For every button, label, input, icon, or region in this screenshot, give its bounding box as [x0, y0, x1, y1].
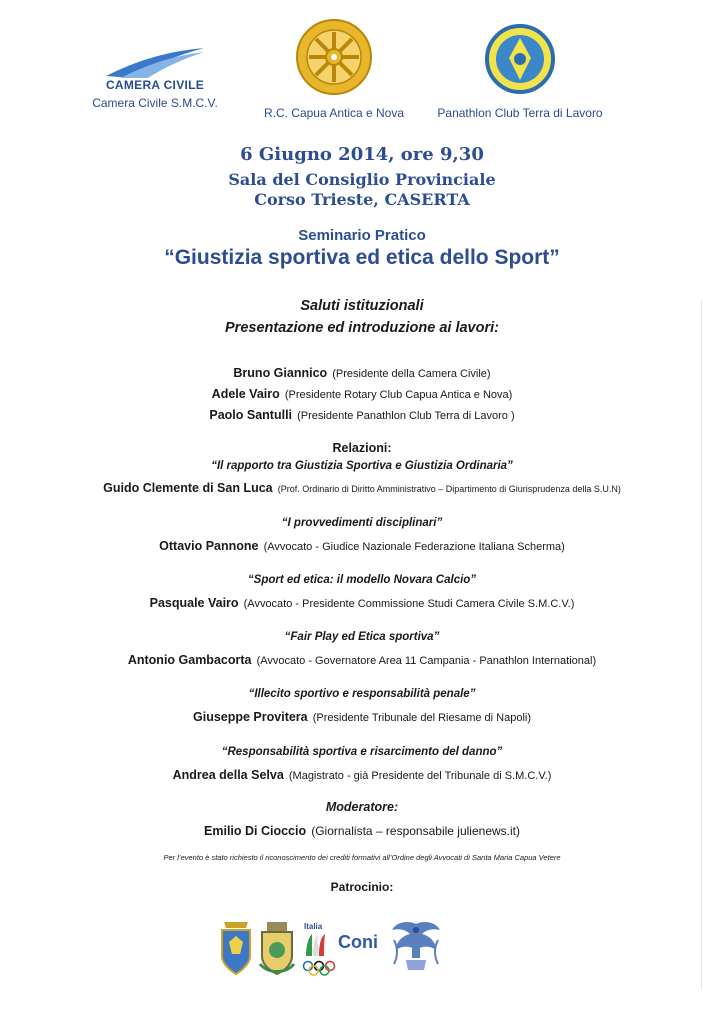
- event-date: 6 Giugno 2014, ore 9,30: [240, 144, 484, 165]
- swoosh-icon: [100, 44, 210, 80]
- talk-topic: “Responsabilità sportiva e risarcimento del danno”: [221, 746, 503, 758]
- credits-note: Per l’evento è stato richiesto il riconoscimento dei crediti formativi all’Ordine degli Avvocati di Santa Maria Capua Vetere: [163, 853, 561, 862]
- speaker-role: (Avvocato - Governatore Area 11 Campania - Panathlon International): [256, 655, 597, 667]
- rotary-caption: R.C. Capua Antica e Nova: [263, 106, 405, 120]
- speaker-role: (Presidente Rotary Club Capua Antica e Nova): [284, 389, 513, 401]
- talk-speaker-line: [0, 535, 724, 554]
- talk-speaker-line: [0, 764, 724, 783]
- moderator-name: Emilio Di Cioccio: [204, 824, 307, 838]
- camera-civile-wordmark: CAMERA CIVILE: [105, 78, 205, 92]
- talk-topic: “Il rapporto tra Giustizia Sportiva e Giustizia Ordinaria”: [211, 460, 513, 472]
- event-address: Corso Trieste, CASERTA: [254, 190, 470, 209]
- speaker-name: Guido Clemente di San Luca: [103, 481, 273, 495]
- rotary-logo: [250, 18, 418, 120]
- talk-topic: “I provvedimenti disciplinari”: [281, 517, 443, 529]
- saluti-heading: Saluti istituzionali: [300, 298, 424, 314]
- talk-speaker-line: [0, 706, 724, 725]
- speaker-name: Ottavio Pannone: [159, 539, 259, 553]
- speaker-name: Adele Vairo: [211, 387, 280, 401]
- event-venue: Sala del Consiglio Provinciale: [228, 170, 496, 189]
- presentazione-heading: Presentazione ed introduzione ai lavori:: [225, 320, 499, 336]
- speaker-name: Antonio Gambacorta: [127, 653, 252, 667]
- speaker-role: (Presidente Tribunale del Riesame di Napoli): [312, 712, 531, 724]
- speaker-role: (Presidente della Camera Civile): [332, 368, 491, 380]
- panathlon-logo: [430, 24, 610, 120]
- speaker-name: Bruno Giannico: [233, 366, 328, 380]
- municipal-coat-of-arms-icon: [258, 920, 296, 976]
- coni-italia-word: Italia: [304, 922, 323, 931]
- panathlon-emblem-icon: [485, 24, 555, 94]
- camera-civile-logo: [80, 44, 230, 110]
- speaker-name: Andrea della Selva: [172, 768, 284, 782]
- speaker-name: Paolo Santulli: [209, 408, 293, 422]
- moderator-role: (Giornalista – responsabile julienews.it): [311, 824, 520, 838]
- panathlon-caption: Panathlon Club Terra di Lavoro: [437, 106, 603, 120]
- talk-speaker-line: [0, 649, 724, 668]
- greeting-line: [0, 383, 724, 402]
- rotary-wheel-icon: [295, 18, 373, 96]
- greeting-line: [0, 362, 724, 381]
- olympic-rings-icon: [302, 960, 336, 976]
- speaker-role: (Avvocato - Giudice Nazionale Federazione Italiana Scherma): [263, 541, 565, 553]
- speaker-role: (Prof. Ordinario di Diritto Amministrativo – Dipartimento di Giurisprudenza della S.U.N): [277, 484, 621, 494]
- speaker-role: (Presidente Panathlon Club Terra di Lavoro ): [297, 410, 515, 422]
- talk-speaker-line: [0, 592, 724, 611]
- moderator-heading: Moderatore:: [325, 800, 399, 814]
- speaker-name: Pasquale Vairo: [149, 596, 239, 610]
- speaker-name: Giuseppe Provitera: [193, 710, 308, 724]
- patrocinio-heading: Patrocinio:: [330, 880, 394, 894]
- talk-topic: “Sport ed etica: il modello Novara Calcio”: [247, 574, 477, 586]
- provincial-coat-of-arms-icon: [218, 920, 254, 976]
- talk-speaker-line: [0, 477, 724, 496]
- scan-artifact-line: [701, 300, 702, 990]
- seminar-title: “Giustizia sportiva ed etica dello Sport”: [164, 246, 560, 269]
- relazioni-heading: Relazioni:: [332, 441, 392, 455]
- coni-wordmark: Coni: [338, 932, 378, 952]
- talk-topic: “Fair Play ed Etica sportiva”: [284, 631, 440, 643]
- talk-topic: “Illecito sportivo e responsabilità penale”: [248, 688, 476, 700]
- patronage-logos: [214, 916, 454, 978]
- tricolor-flame-icon: [302, 932, 330, 958]
- camera-civile-caption: Camera Civile S.M.C.V.: [92, 96, 218, 110]
- eagle-crest-icon: [390, 918, 442, 974]
- seminar-label: Seminario Pratico: [298, 227, 426, 244]
- greeting-line: [0, 404, 724, 423]
- speaker-role: (Avvocato - Presidente Commissione Studi Camera Civile S.M.C.V.): [243, 598, 575, 610]
- moderator-line: [0, 820, 724, 839]
- speaker-role: (Magistrato - già Presidente del Tribunale di S.M.C.V.): [288, 770, 552, 782]
